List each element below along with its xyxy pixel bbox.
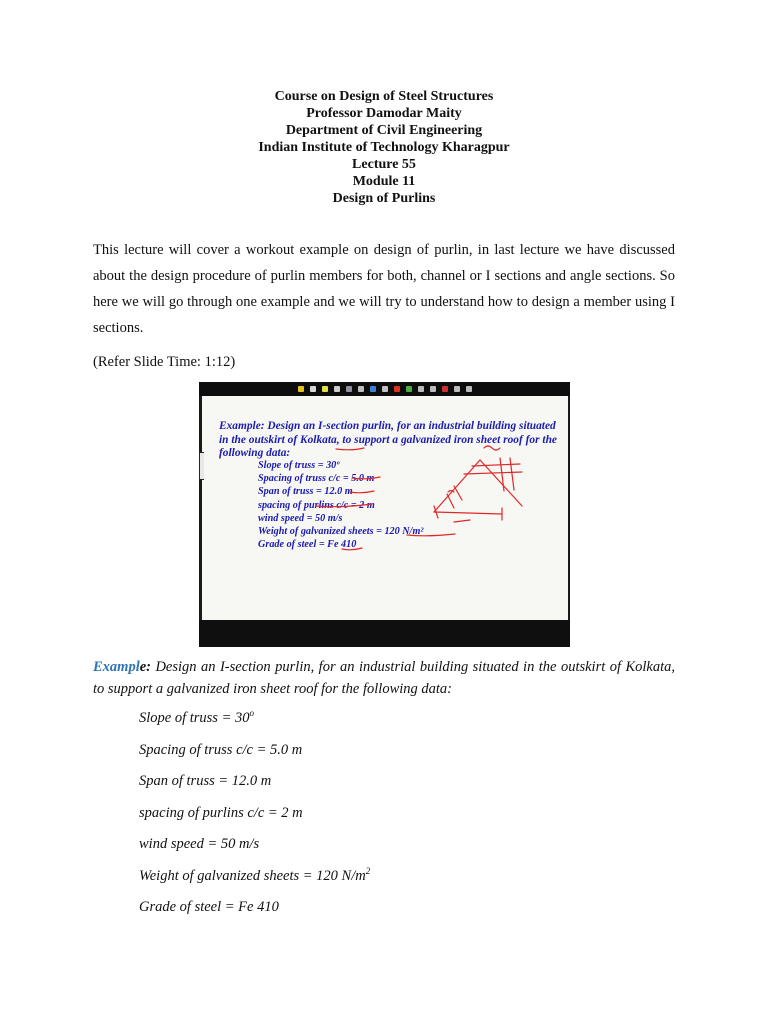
underline-mark	[342, 548, 362, 550]
slide-item: wind speed = 50 m/s	[258, 512, 343, 524]
data-item-text: Weight of galvanized sheets = 120 N/m	[139, 867, 366, 884]
toolbar-tool-icon	[382, 386, 388, 392]
truss-rafter	[434, 460, 480, 512]
data-item-text: wind speed = 50 m/s	[139, 836, 260, 852]
data-item-truss-spacing	[139, 739, 370, 771]
slide-toolbar	[199, 382, 570, 396]
toolbar-tool-icon	[310, 386, 316, 392]
data-item-text: Span of truss = 12.0 m	[139, 773, 272, 789]
purlin-tick	[500, 458, 504, 491]
example-label-suffix: e:	[139, 659, 151, 675]
lecture-topic: Design of Purlins	[332, 191, 436, 206]
slide-item: Span of truss = 12.0 m	[258, 486, 353, 498]
lecture-slide-image	[199, 382, 570, 647]
toolbar-tool-icon	[442, 386, 448, 392]
toolbar-tool-icon	[334, 386, 340, 392]
toolbar-tool-icon	[430, 386, 436, 392]
toolbar-tool-icon	[394, 386, 400, 392]
slide-item: Spacing of truss c/c = 5.0 m	[258, 473, 375, 485]
toolbar-tool-icon	[454, 386, 460, 392]
example-label-accent: Exampl	[93, 659, 140, 675]
data-item-slope	[139, 707, 370, 739]
module-number: Module 11	[352, 174, 416, 189]
slide-item: Weight of galvanized sheets = 120 N/m²	[258, 526, 424, 538]
lecture-number: Lecture 55	[352, 157, 416, 172]
data-item-sup: 2	[365, 865, 371, 876]
document-header	[0, 88, 768, 207]
toolbar-tool-icon	[406, 386, 412, 392]
slide-item: Grade of steel = Fe 410	[258, 539, 357, 551]
handwritten-note	[484, 446, 500, 450]
slide-item: spacing of purlins c/c = 2 m	[258, 499, 375, 511]
span-label-mark	[454, 520, 470, 522]
example-text: Design an I-section purlin, for an industrial building situated in the outskirt of Kolkata, to support a galvanized iron sheet roof for the following data:	[93, 659, 675, 697]
purlin-tick	[447, 494, 454, 508]
slide-item: Slope of truss = 30º	[258, 460, 340, 471]
toolbar-tool-icon	[322, 386, 328, 392]
toolbar-tool-icon	[358, 386, 364, 392]
toolbar-tool-icon	[346, 386, 352, 392]
purlin-tick	[454, 486, 462, 500]
professor-name: Professor Damodar Maity	[306, 106, 462, 121]
data-item-sheet-weight	[139, 865, 370, 897]
toolbar-tool-icon	[298, 386, 304, 392]
toolbar-tool-icon	[466, 386, 472, 392]
underline-mark	[352, 477, 380, 479]
purlin-tick	[510, 458, 514, 490]
data-item-steel-grade	[139, 896, 370, 928]
handwritten-note	[448, 491, 454, 493]
intro-paragraph: This lecture will cover a workout example on design of purlin, in last lecture we have discussed about the design procedure of purlin members for both, channel or I sections and angle sections. So here we will go through one example and we will try to understand how to design a member using I sections.	[93, 242, 675, 336]
slide-time-reference: (Refer Slide Time: 1:12)	[93, 354, 236, 370]
course-title: Course on Design of Steel Structures	[274, 89, 494, 104]
underline-mark	[350, 491, 374, 493]
underline-mark	[407, 534, 455, 536]
toolbar-tool-icon	[370, 386, 376, 392]
data-item-wind-speed	[139, 833, 370, 865]
data-item-purlin-spacing	[139, 802, 370, 834]
data-item-text: spacing of purlins c/c = 2 m	[139, 804, 303, 821]
data-item-text: Slope of truss = 30	[139, 710, 250, 726]
underline-mark	[316, 504, 372, 507]
institute: Indian Institute of Technology Kharagpur	[258, 140, 510, 155]
underline-mark	[336, 448, 364, 450]
truss-base	[434, 512, 502, 514]
example-data-list	[139, 707, 370, 928]
data-item-sup: o	[249, 708, 254, 719]
department: Department of Civil Engineering	[285, 123, 483, 138]
data-item-text: Grade of steel = Fe 410	[139, 899, 279, 915]
slide-bottom-bar	[199, 620, 570, 647]
data-item-text: Spacing of truss c/c = 5.0 m	[139, 741, 303, 758]
purlin-line	[472, 464, 520, 466]
handwritten-annotations	[202, 396, 568, 620]
slide-title-text: Example: Design an I-section purlin, for an industrial building situated in the outskirt of Kolkata, to support a galvanized iron sheet roof for the following data:	[219, 420, 557, 460]
slide-screen	[202, 396, 568, 620]
example-paragraph	[93, 656, 675, 700]
data-item-span	[139, 770, 370, 802]
toolbar-tool-icon	[418, 386, 424, 392]
